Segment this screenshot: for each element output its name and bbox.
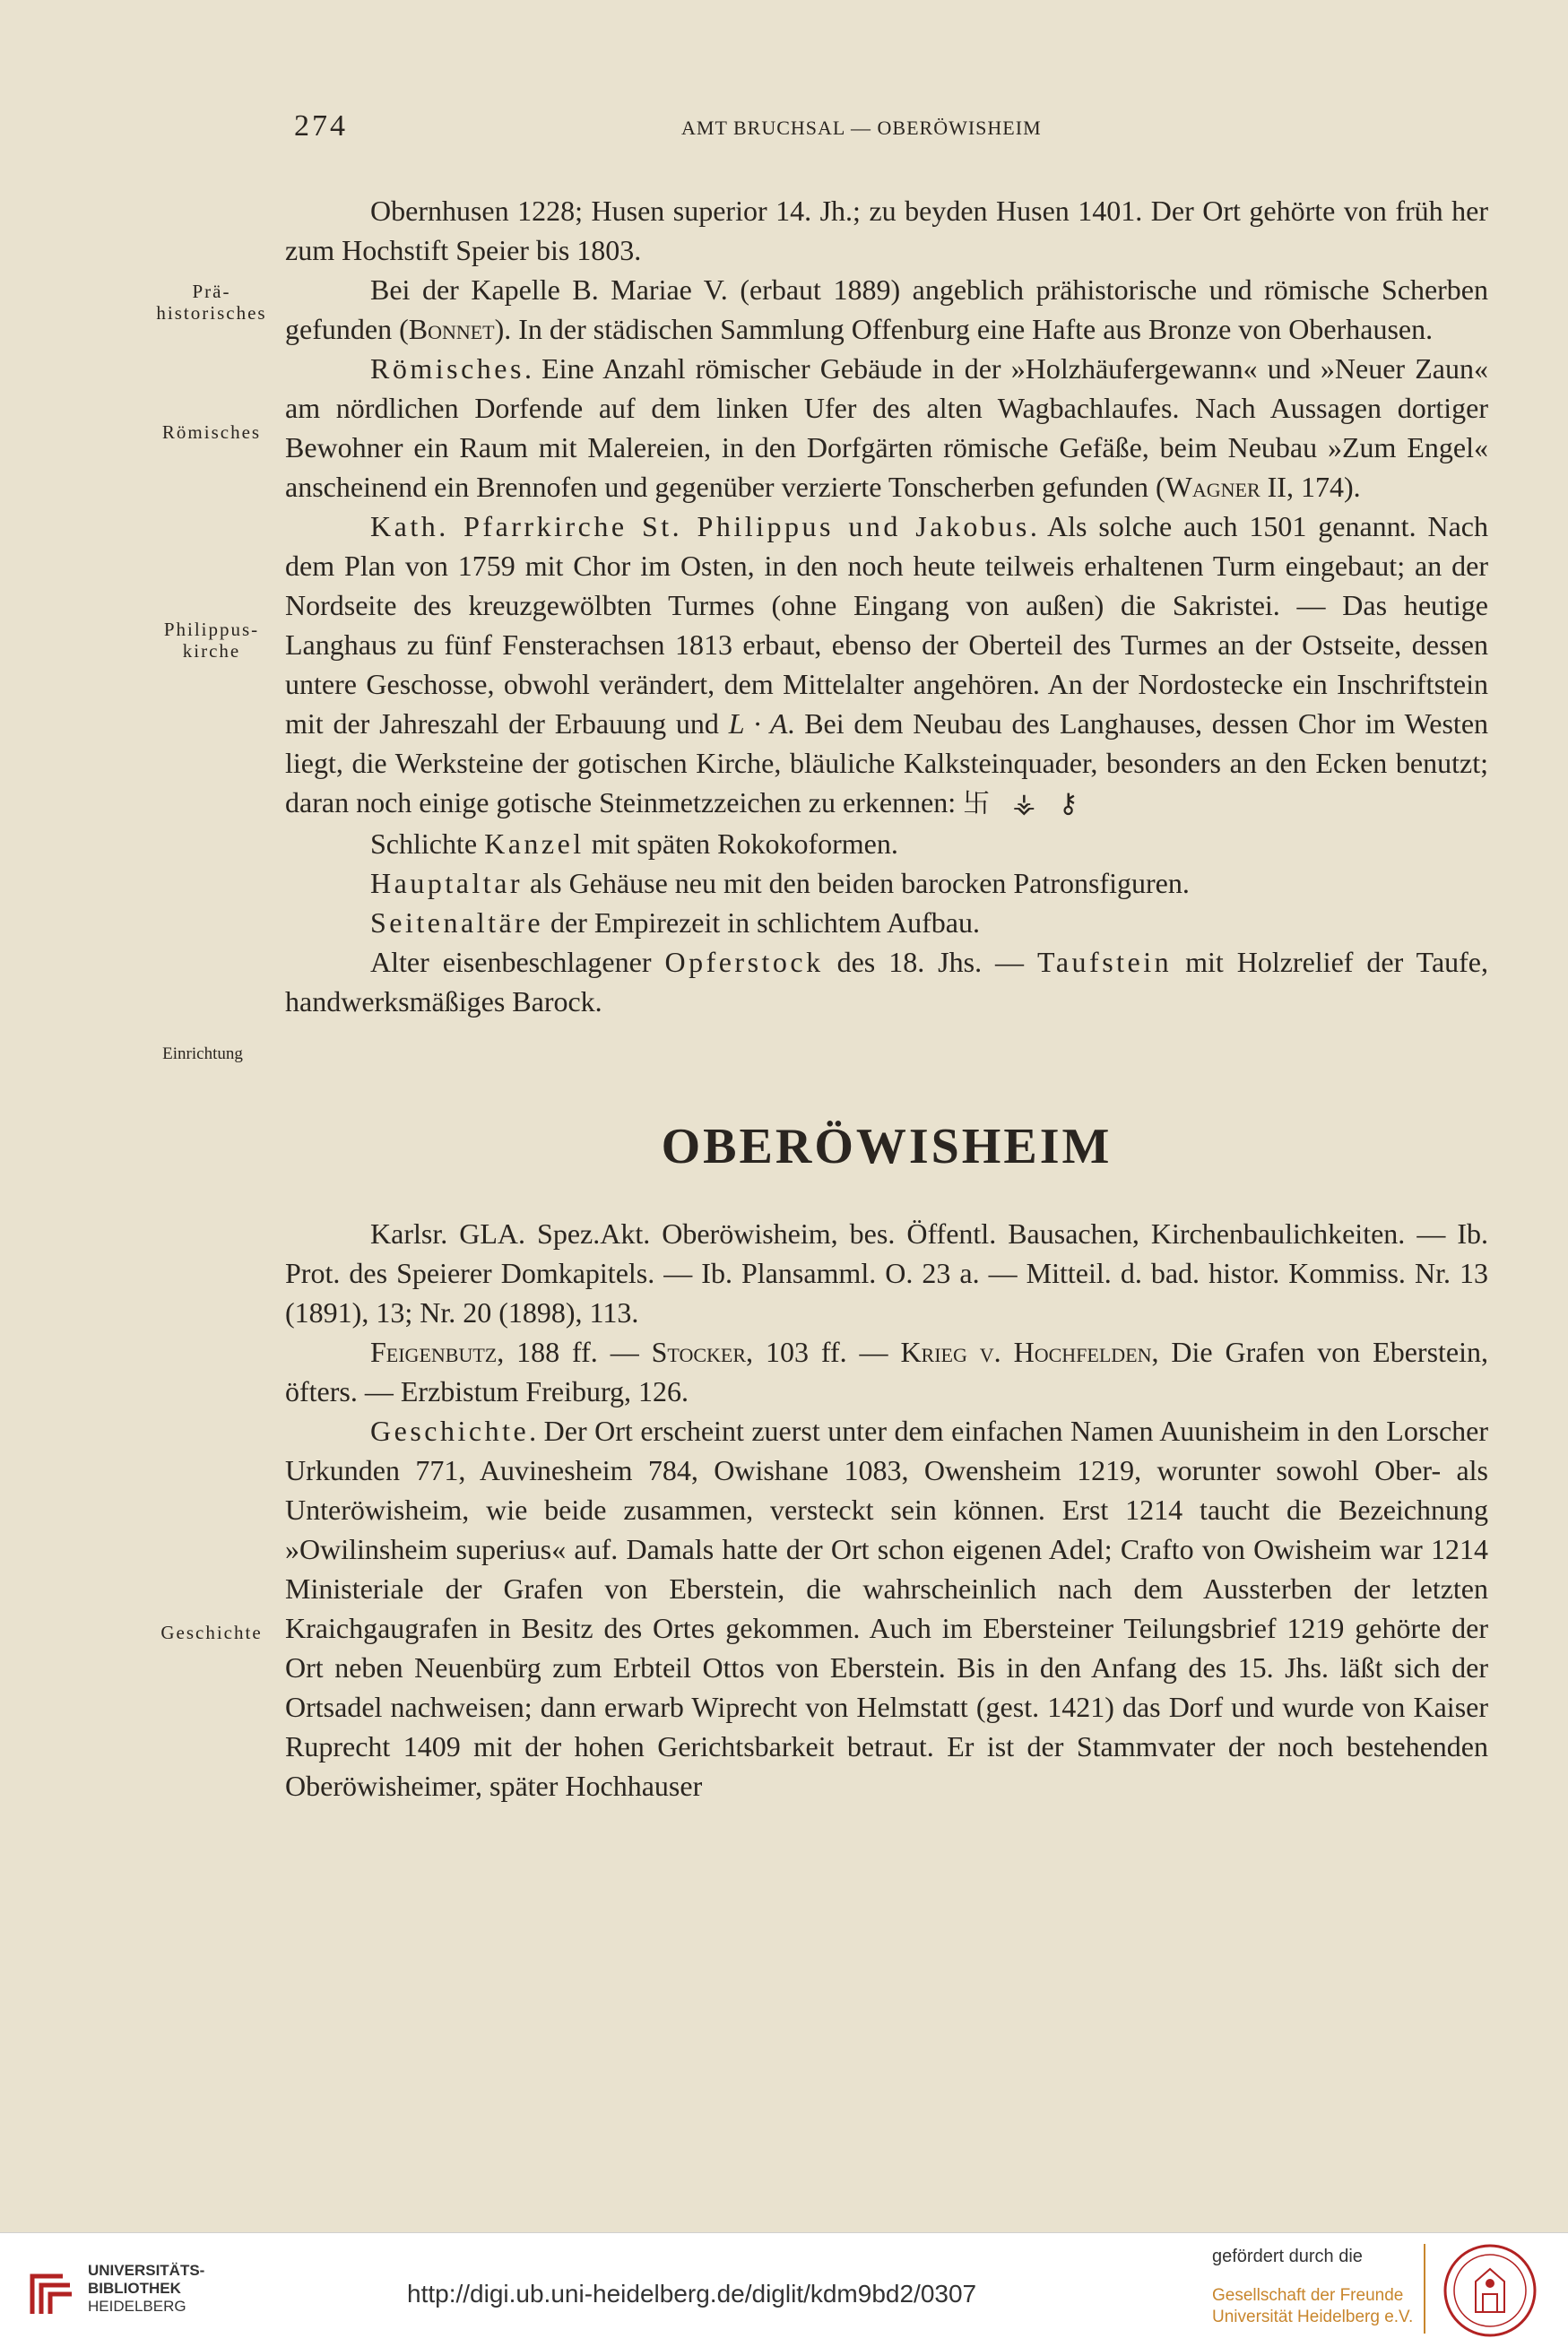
paragraph-history — [285, 1411, 1488, 1806]
spaced-heading: Hauptaltar — [370, 867, 524, 899]
section-heading: OBERÖWISHEIM — [661, 1119, 1113, 1174]
text-run: . Eine Anzahl römischer Gebäude in der »Holzhäufergewann« und »Neuer Zaun« am nördlichen Dorfende auf dem linken Ufer des alten Wagbachlaufes. Nach Aussagen dortiger Bewohner ein Raum mit Malereien, in den Dorfgärten römische Gefäße, beim Neubau »Zum Engel« anscheinend ein Brennofen und gegenüber verzierte Tonscherben gefunden ( — [285, 352, 1488, 503]
paragraph-main-altar — [285, 863, 1488, 903]
text-run: Schlichte — [370, 827, 485, 860]
paragraph-prehistoric — [285, 270, 1488, 349]
text-run: der Empirezeit in schlichtem Aufbau. — [543, 906, 980, 939]
spaced-heading: Geschichte — [370, 1415, 530, 1447]
page-number: 274 — [294, 109, 348, 143]
text-run: Alter eisenbeschlagener — [370, 946, 665, 978]
paragraph-pulpit — [285, 824, 1488, 863]
text-run: als Gehäuse neu mit den beiden barocken Patronsfiguren. — [523, 867, 1190, 899]
margin-note-philippus: Philippus- kirche — [163, 619, 260, 662]
library-name-line: UNIVERSITÄTS- — [88, 2262, 205, 2279]
text-run: , 188 ff. — — [497, 1336, 652, 1368]
margin-note-furnishing: Einrichtung — [162, 1044, 243, 1063]
paragraph-offering-box — [285, 942, 1488, 1021]
margin-note-prehistoric: Prä- historisches — [156, 281, 267, 324]
university-seal-icon — [1442, 2242, 1538, 2339]
spaced-heading: Seitenaltäre — [370, 906, 544, 939]
paragraph-place-names — [285, 191, 1488, 270]
main-text — [285, 191, 1488, 1806]
spaced-heading: Taufstein — [1037, 946, 1173, 978]
text-run: . Als solche auch 1501 genannt. Nach dem Plan von 1759 mit Chor im Osten, in den noch heute teilweis erhaltenen Turm eingebaut; an der Nordseite des kreuzgewölbten Turmes (ohne Eingang von außen) die Sakristei. — Das heutige Langhaus zu fünf Fensterachsen 1813 erbaut, ebenso der Oberteil des Turmes an der Ostseite, dessen untere Geschosse, obwohl verändert, dem Mittelalter angehören. An der Nordostecke ein Inschriftstein mit der Jahreszahl der Erbauung und — [285, 510, 1489, 740]
text-run: II, 174). — [1260, 471, 1361, 503]
paragraph-literature — [285, 1332, 1488, 1411]
funded-by-label: gefördert durch die — [1212, 2247, 1363, 2266]
spaced-heading: Kanzel — [484, 827, 585, 860]
text-run: mit Holzrelief der Taufe, handwerksmäßiges Barock. — [285, 946, 1489, 1018]
text-run: des 18. Jhs. — — [823, 946, 1038, 978]
text-run: Karlsr. GLA. Spez.Akt. Oberöwisheim, bes. Öffentl. Bausachen, Kirchenbaulichkeiten. — Ib. Prot. des Speierer Domkapitels. — Ib. Plansamml. O. 23 a. — Mitteil. d. bad. histor. Kommiss. Nr. 13 (1891), 13; Nr. 20 (1898), 113. — [285, 1217, 1488, 1329]
text-run: Bei der Kapelle B. Mariae V. (erbaut 1889) angeblich prähistorische und römische Scherben gefunden ( — [285, 273, 1488, 345]
author-name: Wagner — [1165, 471, 1260, 503]
text-run: . Der Ort erscheint zuerst unter dem einfachen Namen Auunisheim in den Lorscher Urkunden 771, Auvinesheim 784, Owishane 1083, Owensheim 1219, worunter sowohl Ober- als Unteröwisheim, wie beide zusammen, versteckt sein können. Erst 1214 taucht die Bezeichnung »Owilinsheim superius« auf. Damals hatte der Ort schon eigenen Adel; Crafto von Owisheim war 1214 Ministeriale der Grafen von Eberstein, die wahrscheinlich nach dem Aussterben der letzten Kraichgaugrafen in Besitz des Ortes gekommen. Auch im Ebersteiner Teilungsbrief 1219 gehörte der Ort neben Neuenbürg zum Erbteil Ottos von Eberstein. Bis in den Anfang des 15. Jhs. läßt sich der Ortsadel nachweisen; dann erwarb Wiprecht von Helmstatt (gest. 1421) das Dorf und wurde von Kaiser Ruprecht 1409 mit der hohen Gerichtsbarkeit betraut. Er ist der Stammvater der noch bestehenden Oberöwisheimer, später Hochhauser — [285, 1415, 1488, 1802]
inscription-letters: L · A — [728, 707, 788, 740]
page-header — [0, 109, 1568, 145]
text-run: . Bei dem Neubau des Langhauses, dessen Chor im Westen liegt, die Werksteine der gotischen Kirche, bläuliche Kalksteinquader, besonders an den Ecken benutzt; daran noch einige gotische Steinmetzzeichen zu erkennen: — [285, 707, 1489, 818]
library-name — [88, 2262, 204, 2316]
paragraph-church — [285, 507, 1488, 824]
paragraph-roman — [285, 349, 1488, 507]
society-name-line: Universität Heidelberg e.V. — [1212, 2308, 1414, 2326]
digitization-footer — [0, 2232, 1568, 2347]
library-name-line: HEIDELBERG — [88, 2298, 186, 2315]
mason-marks: 卐 ⚶ ⚷ — [963, 788, 1086, 819]
author-name: Stocker — [651, 1336, 747, 1368]
author-name: Krieg v. Hochfelden — [900, 1336, 1152, 1368]
text-run: Obernhusen 1228; Husen superior 14. Jh.; zu beyden Husen 1401. Der Ort gehörte von früh her zum Hochstift Speier bis 1803. — [285, 195, 1488, 266]
author-name: Bonnet — [408, 313, 495, 345]
margin-note-roman: Römisches — [161, 421, 262, 443]
library-logo-icon — [27, 2269, 77, 2319]
spaced-heading: Römisches — [370, 352, 524, 385]
society-name-line: Gesellschaft der Freunde — [1212, 2286, 1404, 2305]
text-run: ). In der städischen Sammlung Offenburg eine Hafte aus Bronze von Oberhausen. — [494, 313, 1434, 345]
running-head: AMT BRUCHSAL — OBERÖWISHEIM — [681, 117, 1042, 139]
spaced-heading: Kath. Pfarrkirche St. Philippus und Jakobus — [370, 510, 1030, 542]
text-run: , 103 ff. — — [746, 1336, 901, 1368]
author-name: Feigenbutz — [370, 1336, 498, 1368]
permalink-url[interactable]: http://digi.ub.uni-heidelberg.de/diglit/kdm9bd2/0307 — [407, 2280, 977, 2308]
paragraph-sources — [285, 1214, 1488, 1332]
paragraph-side-altars — [285, 903, 1488, 942]
society-name — [1212, 2285, 1413, 2328]
text-run: mit späten Rokokoformen. — [584, 827, 898, 860]
footer-divider — [1424, 2244, 1425, 2334]
spaced-heading: Opferstock — [664, 946, 824, 978]
library-name-line: BIBLIOTHEK — [88, 2280, 181, 2297]
margin-note-history: Geschichte — [160, 1622, 263, 1643]
text-run: , Die Grafen von Eberstein, öfters. — Erzbistum Freiburg, 126. — [285, 1336, 1489, 1407]
